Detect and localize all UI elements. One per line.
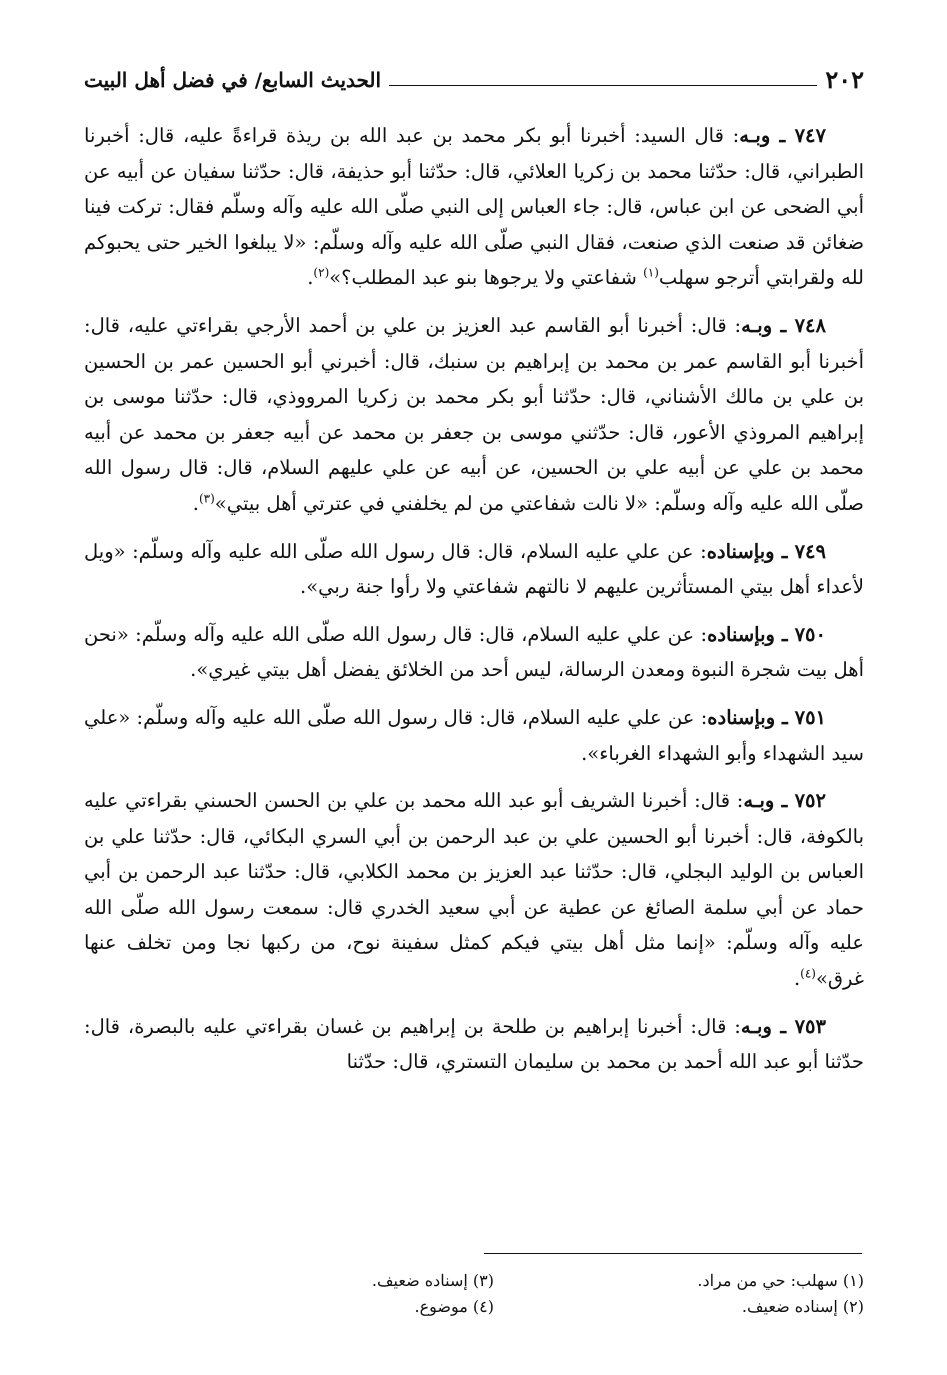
- hadith-number: ٧٥٠ ـ وبإسناده: [707, 622, 826, 646]
- hadith-747: [84, 118, 864, 296]
- punctuation: .: [793, 967, 801, 991]
- hadith-text: : قال: أخبرنا الشريف أبو عبد الله محمد بن علي بن الحسن الحسني بقراءتي عليه بالكوفة، قال: أخبرنا أبو الحسين علي بن عبد الرحمن بن أبي السري البكائي، قال: حدّثنا علي بن العباس بن الوليد البجلي، قال: حدّثنا عبد العزيز بن محمد الكلابي، قال: حدّثنا عبد الرحمن بن أبي حماد عن أبي سلمة الصائغ عن عطية عن أبي سعيد الخدري قال: سمعت رسول الله صلّى الله عليه وآله وسلّم: «إنما مثل أهل بيتي فيكم كمثل سفينة نوح، من ركبها نجا ومن تخلف عنها غرق»: [84, 789, 864, 991]
- footnote-marker: (٢): [313, 265, 330, 280]
- hadith-number: ٧٤٨ ـ وبـه: [741, 313, 826, 337]
- hadith-text-continued: شفاعتي ولا يرجوها بنو عبد المطلب؟»: [329, 266, 644, 290]
- footnote-marker: (٤): [800, 966, 816, 981]
- hadith-number: ٧٤٩ ـ وبإسناده: [706, 539, 826, 563]
- footnote-3: (٣) إسناده ضعيف.: [371, 1271, 494, 1290]
- footnote-marker: (٣): [198, 491, 215, 506]
- footnote-1: (١) سهلب: حي من مراد.: [697, 1271, 864, 1290]
- hadith-753: [84, 1009, 864, 1080]
- hadith-text: : عن علي عليه السلام، قال: قال رسول الله صلّى الله عليه وآله وسلّم: «ويل لأعداء أهل بيتي المستأثرين عليهم لا نالتهم شفاعتي ولا رأوا جنة ربي».: [84, 539, 864, 599]
- header-rule: [389, 85, 817, 86]
- hadith-number: ٧٥٢ ـ وبـه: [743, 789, 826, 813]
- hadith-text: : عن علي عليه السلام، قال: قال رسول الله صلّى الله عليه وآله وسلّم: «نحن أهل بيت شجرة النبوة ومعدن الرسالة، ليس أحد من الخلائق يفضل أهل بيتي غيري».: [84, 622, 864, 682]
- footnote-separator: [484, 1253, 862, 1254]
- hadith-number: ٧٥٣ ـ وبـه: [740, 1014, 826, 1038]
- hadith-text: : قال: أخبرنا إبراهيم بن طلحة بن إبراهيم بن غسان بقراءتي عليه بالبصرة، قال: حدّثنا أبو عبد الله أحمد بن محمد بن سليمان التستري، قال: حدّثنا: [84, 1014, 864, 1074]
- footnote-marker: (١): [643, 265, 659, 280]
- running-title: الحديث السابع/ في فضل أهل البيت: [84, 68, 382, 92]
- hadith-text: : قال: أخبرنا أبو القاسم عبد العزيز بن علي بن أحمد الأرجي بقراءتي عليه، قال: أخبرنا أبو القاسم عمر بن محمد بن إبراهيم بن سنبك، قال: أخبرني أبو الحسين عمر بن الحسين بن علي بن مالك الأشناني، قال: حدّثنا أبو بكر محمد بن زكريا المرووذي، قال: حدّثنا موسى بن إبراهيم المروذي الأعور، قال: حدّثني موسى بن جعفر بن محمد عن أبيه جعفر بن محمد عن أبيه محمد بن علي عن أبيه علي بن الحسين، عن أبيه عن علي عليهم السلام، قال: قال رسول الله صلّى الله عليه وآله وسلّم: «لا نالت شفاعتي من لم يخلفني في عترتي أهل بيتي»: [84, 313, 864, 515]
- punctuation: .: [307, 266, 314, 290]
- hadith-748: [84, 308, 864, 522]
- main-text: [84, 118, 864, 1080]
- book-page: [84, 58, 864, 1358]
- hadith-751: [84, 700, 864, 771]
- hadith-749: [84, 534, 864, 605]
- page-number: ٢٠٢: [825, 65, 864, 94]
- footnote-2: (٢) إسناده ضعيف.: [741, 1297, 864, 1316]
- punctuation: .: [192, 491, 199, 515]
- running-header: [84, 58, 864, 94]
- hadith-750: [84, 617, 864, 688]
- footnotes: [84, 1268, 864, 1320]
- hadith-number: ٧٥١ ـ وبإسناده: [707, 705, 827, 729]
- hadith-752: [84, 783, 864, 997]
- hadith-text: : عن علي عليه السلام، قال: قال رسول الله صلّى الله عليه وآله وسلّم: «علي سيد الشهداء وأبو الشهداء الغرباء».: [84, 705, 864, 765]
- hadith-text: : قال السيد: أخبرنا أبو بكر محمد بن عبد الله بن ريذة قراءةً عليه، قال: أخبرنا الطبراني، قال: حدّثنا محمد بن زكريا العلائي، قال: حدّثنا أبو حذيفة، قال: حدّثنا سفيان عن أبيه عن أبي الضحى عن ابن عباس، قال: جاء العباس إلى النبي صلّى الله عليه وآله وسلّم فقال: تركت فينا ضغائن قد صنعت الذي صنعت، فقال النبي صلّى الله عليه وآله وسلّم: «لا يبلغوا الخير حتى يحبوكم لله ولقرابتي أترجو سهلب: [84, 124, 864, 290]
- footnote-4: (٤) موضوع.: [414, 1297, 494, 1316]
- hadith-number: ٧٤٧ ـ وبـه: [739, 124, 826, 147]
